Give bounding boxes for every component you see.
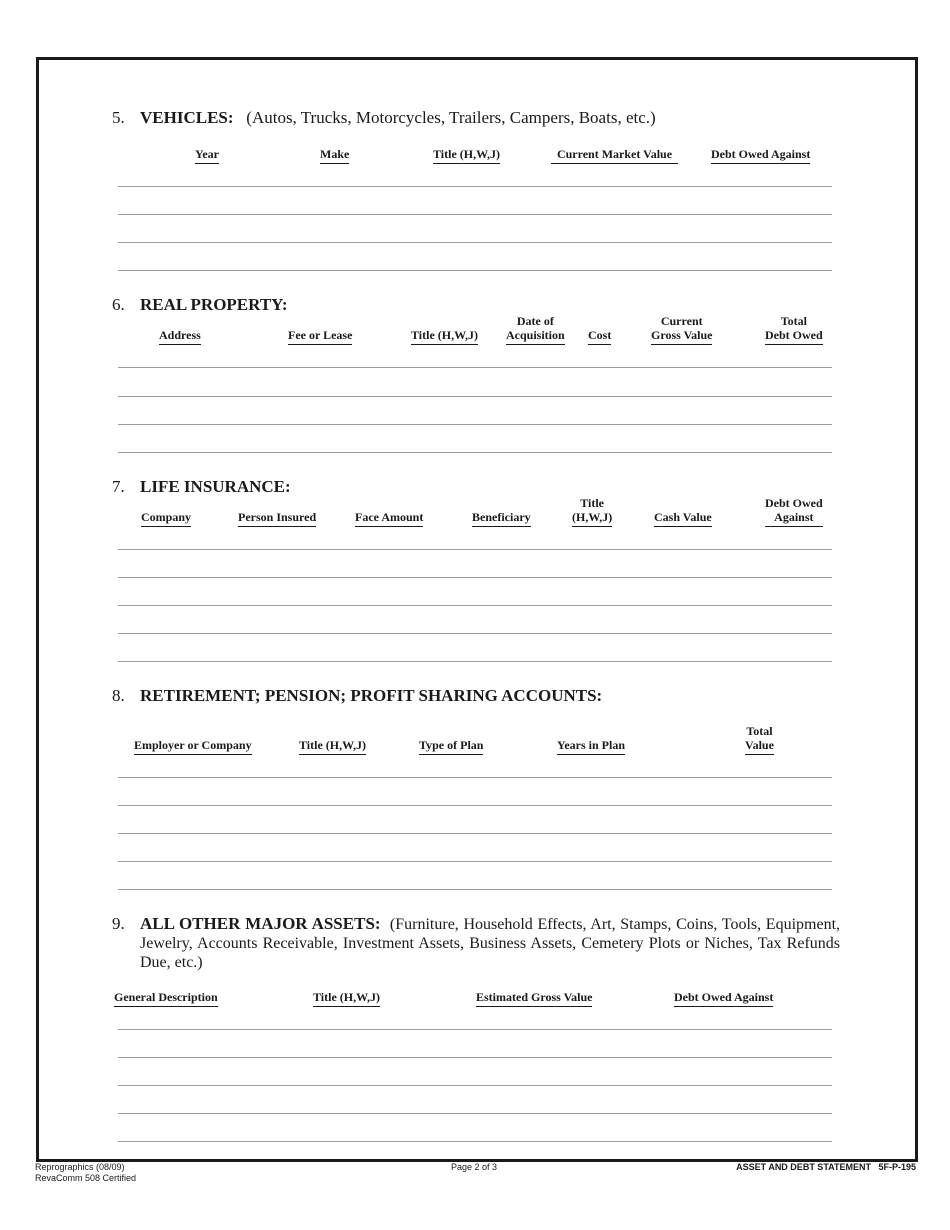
- section-title: LIFE INSURANCE:: [140, 477, 291, 496]
- col-employer-or-company: Employer or Company: [134, 738, 252, 755]
- vehicle-entry-line[interactable]: [118, 242, 832, 243]
- retirement-entry-line[interactable]: [118, 777, 832, 778]
- section-9-heading: [140, 914, 840, 972]
- asset-entry-line[interactable]: [118, 1085, 832, 1086]
- col-title-hwj: Title (H,W,J): [433, 147, 500, 164]
- property-entry-line[interactable]: [118, 452, 832, 453]
- col-line: Total: [780, 314, 807, 328]
- col-face-amount: Face Amount: [355, 510, 423, 527]
- col-title-hwj: Title (H,W,J): [299, 738, 366, 755]
- col-line: Date of: [516, 314, 554, 328]
- property-entry-line[interactable]: [118, 367, 832, 368]
- col-make: Make: [320, 147, 349, 164]
- retirement-entry-line[interactable]: [118, 833, 832, 834]
- col-person-insured: Person Insured: [238, 510, 316, 527]
- col-title-hwj: Title (H,W,J): [313, 990, 380, 1007]
- section-number: 6.: [112, 295, 125, 314]
- section-subtitle: (Autos, Trucks, Motorcycles, Trailers, Campers, Boats, etc.): [246, 108, 656, 127]
- col-debt-owed-against: Debt Owed Against: [674, 990, 773, 1007]
- vehicle-entry-line[interactable]: [118, 270, 832, 271]
- section-title: RETIREMENT; PENSION; PROFIT SHARING ACCOUNTS:: [140, 686, 603, 705]
- col-beneficiary: Beneficiary: [472, 510, 531, 527]
- col-title-hwj: [572, 496, 612, 527]
- retirement-entry-line[interactable]: [118, 805, 832, 806]
- section-6-heading: [112, 295, 288, 315]
- insurance-entry-line[interactable]: [118, 549, 832, 550]
- section-number: 5.: [112, 108, 125, 127]
- insurance-entry-line[interactable]: [118, 577, 832, 578]
- section-8-heading: [112, 686, 602, 706]
- section-number: 7.: [112, 477, 125, 496]
- col-current-gross-value: [651, 314, 712, 345]
- col-line: (H,W,J): [572, 510, 613, 524]
- col-cash-value: Cash Value: [654, 510, 712, 527]
- insurance-entry-line[interactable]: [118, 661, 832, 662]
- col-total-value: [745, 724, 774, 755]
- asset-entry-line[interactable]: [118, 1057, 832, 1058]
- section-7-heading: [112, 477, 291, 497]
- col-address: Address: [159, 328, 201, 345]
- vehicle-entry-line[interactable]: [118, 214, 832, 215]
- page-number: Page 2 of 3: [451, 1162, 498, 1172]
- col-total-debt-owed: [765, 314, 823, 345]
- col-line: Debt Owed: [765, 328, 823, 342]
- col-estimated-gross-value: Estimated Gross Value: [476, 990, 592, 1007]
- col-years-in-plan: Years in Plan: [557, 738, 625, 755]
- section-5-heading: [112, 108, 656, 128]
- footer-left: [35, 1162, 136, 1184]
- asset-entry-line[interactable]: [118, 1141, 832, 1142]
- col-cost: Cost: [588, 328, 611, 345]
- col-title-hwj: Title (H,W,J): [411, 328, 478, 345]
- retirement-entry-line[interactable]: [118, 861, 832, 862]
- section-title: VEHICLES:: [140, 108, 234, 127]
- col-general-description: General Description: [114, 990, 218, 1007]
- asset-entry-line[interactable]: [118, 1029, 832, 1030]
- col-debt-owed-against: [765, 496, 823, 527]
- section-title: REAL PROPERTY:: [140, 295, 288, 314]
- property-entry-line[interactable]: [118, 424, 832, 425]
- col-type-of-plan: Type of Plan: [419, 738, 483, 755]
- col-year: Year: [195, 147, 219, 164]
- section-9-number: 9.: [112, 914, 125, 933]
- vehicle-entry-line[interactable]: [118, 186, 832, 187]
- asset-entry-line[interactable]: [118, 1113, 832, 1114]
- col-date-of-acquisition: [506, 314, 565, 345]
- section-number: 8.: [112, 686, 125, 705]
- property-entry-line[interactable]: [118, 396, 832, 397]
- col-line: Value: [745, 738, 774, 752]
- section-description: (Furniture, Household Effects, Art, Stamps, Coins, Tools, Equipment, Jewelry, Accounts Receivable, Investment Assets, Business Assets, Cemetery Plots or Niches, Tax Refunds Due, etc.): [140, 916, 841, 971]
- col-debt-owed-against: Debt Owed Against: [711, 147, 810, 164]
- insurance-entry-line[interactable]: [118, 633, 832, 634]
- col-current-market-value: Current Market Value: [551, 147, 678, 164]
- form-id: ASSET AND DEBT STATEMENT 5F-P-195: [736, 1162, 916, 1172]
- insurance-entry-line[interactable]: [118, 605, 832, 606]
- col-line: Title: [580, 496, 604, 510]
- retirement-entry-line[interactable]: [118, 889, 832, 890]
- col-company: Company: [141, 510, 191, 527]
- col-line: Acquisition: [506, 328, 565, 342]
- col-line: Current: [660, 314, 703, 328]
- section-title: ALL OTHER MAJOR ASSETS:: [140, 914, 381, 933]
- col-fee-or-lease: Fee or Lease: [288, 328, 352, 345]
- certification-label: RevaComm 508 Certified: [35, 1173, 137, 1183]
- col-line: Total: [746, 724, 773, 738]
- col-line: Debt Owed: [765, 496, 823, 510]
- col-line: Gross Value: [651, 328, 713, 342]
- col-line: Against: [774, 510, 814, 524]
- reprographics-label: Reprographics (08/09): [35, 1162, 125, 1172]
